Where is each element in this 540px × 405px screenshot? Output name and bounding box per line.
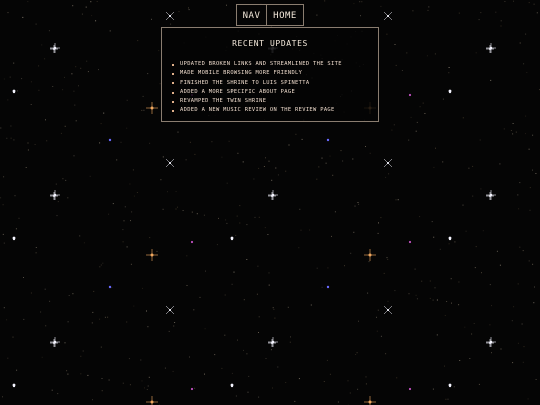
star-sparkle (486, 190, 496, 200)
star-sparkle (268, 190, 278, 200)
home-button[interactable]: HOME (267, 4, 304, 26)
update-item: ADDED A NEW MUSIC REVIEW ON THE REVIEW PAGE (172, 106, 378, 115)
star-sparkle (486, 45, 494, 53)
star-dot (449, 237, 452, 240)
star-sparkle (50, 339, 58, 347)
update-item: UPDATED BROKEN LINKS AND STREAMLINED THE SITE (172, 60, 378, 69)
star-dot (449, 90, 452, 93)
star-sparkle (364, 249, 376, 261)
nav-button[interactable]: NAV (236, 4, 267, 26)
update-item: FINISHED THE SHRINE TO LUIS SPINETTA (172, 79, 378, 88)
star-sparkle (486, 43, 496, 53)
star-sparkle (146, 396, 158, 405)
star-sparkle (385, 160, 391, 166)
star-dot (109, 286, 111, 288)
star-dot (409, 388, 411, 390)
star-dot (13, 90, 16, 93)
star-sparkle (50, 45, 58, 53)
update-item: REVAMPED THE TWIN SHRINE (172, 97, 378, 106)
star-sparkle (486, 192, 494, 200)
star-sparkle (364, 396, 376, 405)
recent-updates-panel (161, 27, 379, 122)
star-sparkle (486, 337, 496, 347)
top-nav (236, 4, 304, 26)
recent-updates-title: RECENT UPDATES (232, 39, 308, 48)
star-sparkle (268, 337, 278, 347)
star-dot (109, 139, 111, 141)
star-dot (409, 241, 411, 243)
star-dot (191, 388, 193, 390)
star-sparkle (385, 13, 391, 19)
star-dot (231, 384, 234, 387)
star-dot (327, 286, 329, 288)
star-dot (13, 237, 16, 240)
star-sparkle (146, 102, 158, 114)
update-item: ADDED A MORE SPECIFIC ABOUT PAGE (172, 88, 378, 97)
star-dot (409, 94, 411, 96)
star-dot (449, 384, 452, 387)
update-item: MADE MOBILE BROWSING MORE FRIENDLY (172, 69, 378, 78)
star-sparkle (385, 307, 391, 313)
star-sparkle (50, 337, 60, 347)
star-sparkle (50, 190, 60, 200)
star-dot (231, 237, 234, 240)
star-sparkle (486, 339, 494, 347)
star-dot (327, 139, 329, 141)
star-sparkle (268, 339, 276, 347)
star-sparkle (268, 192, 276, 200)
star-sparkle (50, 43, 60, 53)
recent-updates-list (162, 60, 378, 116)
star-sparkle (146, 249, 158, 261)
star-sparkle (167, 307, 173, 313)
star-sparkle (167, 160, 173, 166)
star-dot (13, 384, 16, 387)
star-sparkle (50, 192, 58, 200)
star-sparkle (167, 13, 173, 19)
star-dot (191, 241, 193, 243)
